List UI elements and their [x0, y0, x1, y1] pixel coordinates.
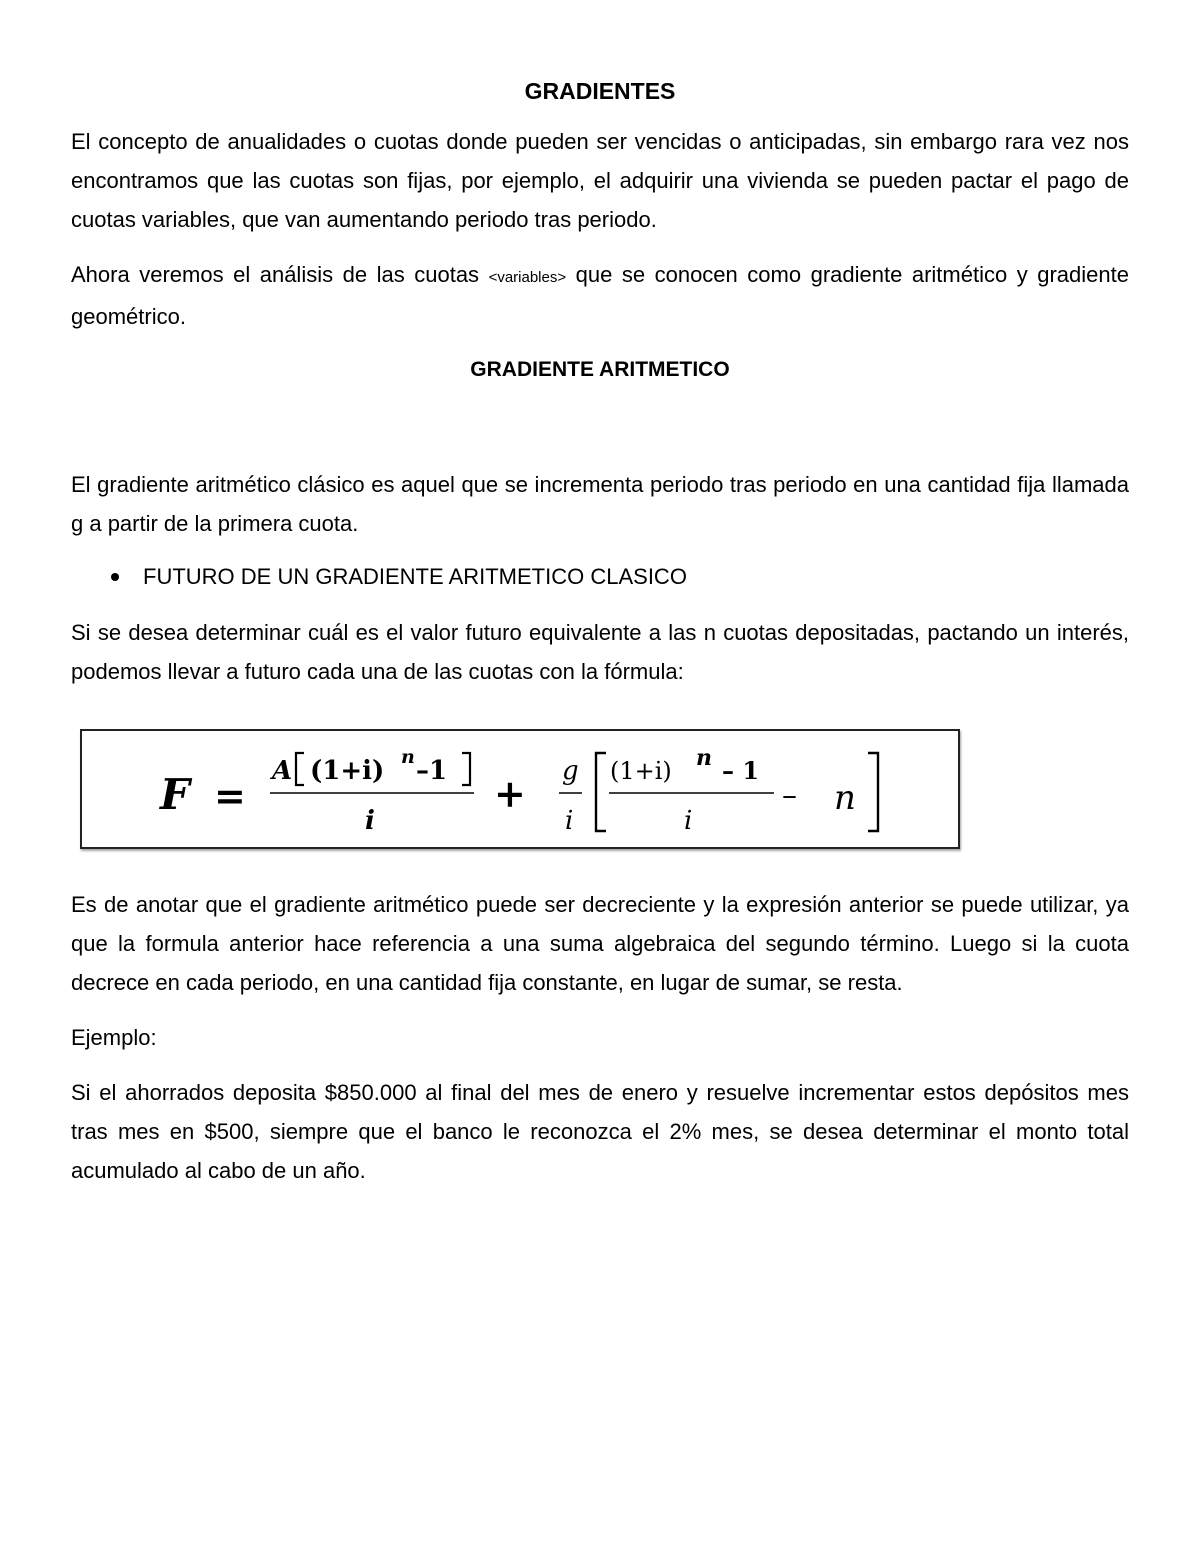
- formula-g: g: [562, 756, 579, 786]
- bullet-icon: [111, 573, 119, 581]
- variables-tag: <variables>: [488, 269, 567, 286]
- future-paragraph: Si se desea determinar cuál es el valor futuro equivalente a las n cuotas depositadas, pactando un interés, podemos llevar a futuro cada una de las cuotas con la fórmula:: [71, 620, 1129, 684]
- example-label: Ejemplo:: [71, 1025, 157, 1050]
- formula-exponent-2: n: [696, 745, 712, 771]
- formula-coef-a: A: [272, 756, 293, 786]
- note-paragraph: Es de anotar que el gradiente aritmético puede ser decreciente y la expresión anterior se puede utilizar, ya que la formula anterior hace referencia a una suma algebraica del segundo término. Luego si la cuota decrece en cada periodo, en una cantidad fija constante, en lugar de sumar, se resta.: [71, 892, 1129, 995]
- analysis-text-after: que se conocen como gradiente aritmético y gradiente geométrico.: [71, 262, 1129, 329]
- formula-plus: +: [494, 771, 526, 816]
- bullet-item: [71, 559, 1129, 595]
- definition-paragraph: El gradiente aritmético clásico es aquel que se incrementa periodo tras periodo en una cantidad fija llamada g a partir de la primera cuota.: [71, 472, 1129, 536]
- formula-minus-one: –1: [416, 756, 448, 786]
- formula-big-bracket-left: [596, 753, 606, 831]
- formula-big-bracket-right: [868, 753, 878, 831]
- formula-bracket-right-1: [462, 753, 470, 785]
- formula-exponent-1: n: [401, 746, 415, 768]
- section-title: GRADIENTE ARITMETICO: [470, 358, 730, 381]
- formula-box: [80, 729, 960, 849]
- example-paragraph: Si el ahorrados deposita $850.000 al final del mes de enero y resuelve incrementar estos depósitos mes tras mes en $500, siempre que el banco le reconozca el 2% mes, se desea determinar el monto total acumulado al cabo de un año.: [71, 1080, 1129, 1183]
- formula-minus: –: [782, 778, 797, 813]
- formula-denominator-1: i: [365, 806, 375, 836]
- formula-denominator-g: i: [565, 806, 574, 836]
- analysis-paragraph: [71, 255, 1129, 336]
- formula-bracket-left-1: [296, 753, 304, 785]
- formula-term2-numerator: (1+i): [610, 757, 672, 785]
- formula-n: n: [834, 778, 856, 818]
- formula-term1-inner: (1+i): [310, 756, 385, 786]
- formula-lhs: F: [160, 770, 190, 819]
- blank-spacer: [71, 400, 1129, 465]
- formula-term2-minus-one: – 1: [722, 756, 760, 785]
- bullet-text: FUTURO DE UN GRADIENTE ARITMETICO CLASICO: [143, 564, 687, 589]
- document-page: [71, 72, 1129, 1206]
- formula-equals: =: [214, 773, 246, 818]
- document-title: GRADIENTES: [524, 78, 676, 104]
- formula-graphic: [82, 731, 958, 847]
- formula-denominator-2: i: [684, 806, 693, 836]
- analysis-text-before: Ahora veremos el análisis de las cuotas: [71, 262, 489, 287]
- intro-paragraph: El concepto de anualidades o cuotas donde pueden ser vencidas o anticipadas, sin embargo rara vez nos encontramos que las cuotas son fijas, por ejemplo, el adquirir una vivienda se pueden pactar el pago de cuotas variables, que van aumentando periodo tras periodo.: [71, 129, 1129, 232]
